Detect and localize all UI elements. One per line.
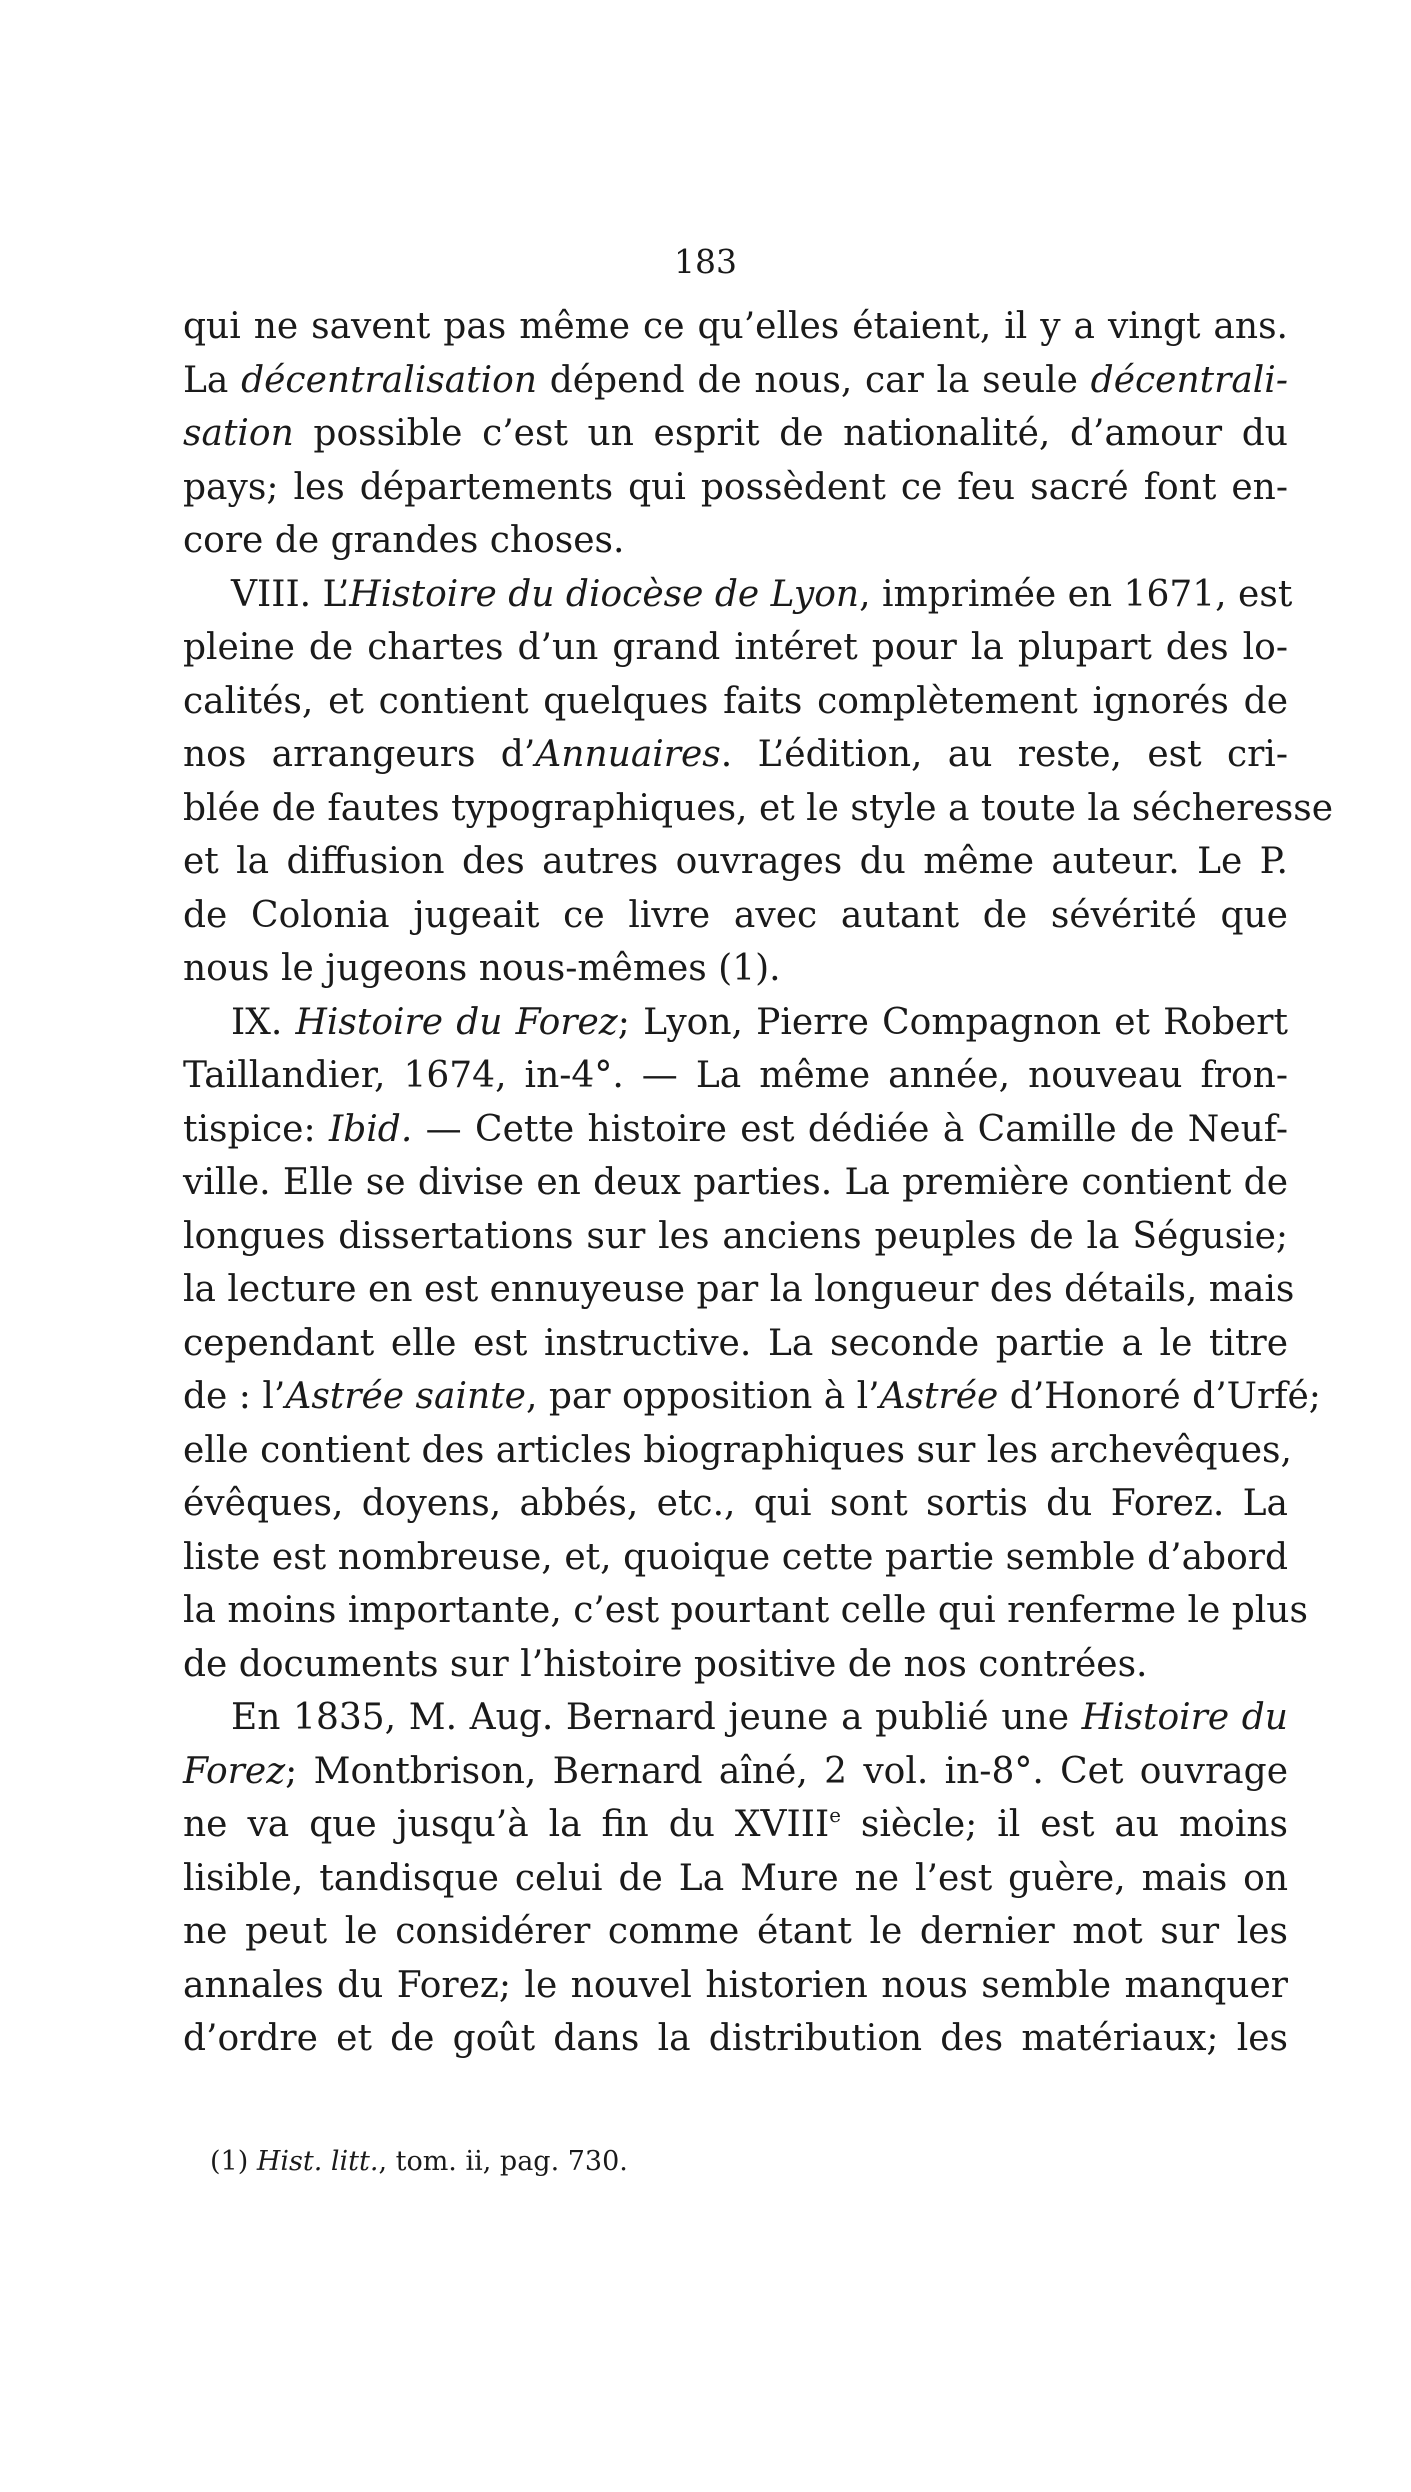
- text-line: [183, 514, 1288, 568]
- text-run: core de grandes choses.: [183, 520, 625, 561]
- italic-text: Histoire du diocèse de Lyon: [349, 573, 860, 615]
- text-line: [183, 1263, 1295, 1317]
- italic-text: décentrali-: [1090, 359, 1288, 401]
- text-run: la moins importante, c’est pourtant celle qui renferme le plus: [183, 1590, 1308, 1631]
- footnote: [210, 2142, 628, 2182]
- text-run: ; Lyon, Pierre Compagnon et Robert: [617, 1001, 1288, 1043]
- text-line: [183, 1638, 1288, 1692]
- text-run: , tom. ii, pag. 730.: [378, 2146, 628, 2177]
- text-run: de Colonia jugeait ce livre avec autant de sévérité que: [183, 894, 1288, 936]
- text-line: [183, 1959, 1288, 2013]
- text-run: et la diffusion des autres ouvrages du même auteur. Le P.: [183, 841, 1288, 882]
- text-run: pleine de chartes d’un grand intéret pour la plupart des lo-: [183, 627, 1288, 668]
- text-run: elle contient des articles biographiques sur les archevêques,: [183, 1429, 1292, 1471]
- text-run: VIII. L’: [231, 573, 350, 615]
- text-line: [183, 1156, 1288, 1210]
- text-run: lisible, tandisque celui de La Mure ne l’est guère, mais on: [183, 1857, 1288, 1899]
- text-run: cependant elle est instructive. La seconde partie a le titre: [183, 1322, 1288, 1364]
- text-run: , imprimée en 1671, est: [859, 573, 1293, 615]
- paragraph-p2: [183, 568, 1334, 996]
- text-run: calités, et contient quelques faits complètement ignorés de: [183, 680, 1288, 722]
- italic-text: Annuaires: [535, 734, 721, 775]
- text-line: [183, 1210, 1288, 1264]
- italic-text: Histoire du: [1081, 1697, 1288, 1738]
- text-run: la lecture en est ennuyeuse par la longueur des détails, mais: [183, 1269, 1295, 1310]
- text-line: [183, 1424, 1292, 1478]
- text-line: [183, 782, 1334, 836]
- italic-text: Astrée: [879, 1376, 999, 1417]
- text-run: liste est nombreuse, et, quoique cette partie semble d’abord: [183, 1536, 1288, 1578]
- italic-text: sation: [183, 413, 294, 454]
- text-line: [183, 675, 1288, 729]
- text-line: [183, 407, 1288, 461]
- text-line: [183, 1049, 1288, 1103]
- text-line: [183, 621, 1288, 675]
- text-line: [183, 1852, 1288, 1906]
- text-run: ; Montbrison, Bernard aîné, 2 vol. in-8°. Cet ouvrage: [285, 1750, 1288, 1792]
- text-run: blée de fautes typographiques, et le style a toute la sécheresse: [183, 787, 1334, 829]
- text-line: [183, 996, 1288, 1050]
- paragraph-p3: [183, 996, 1321, 1692]
- text-line: [183, 354, 1288, 408]
- text-run: pays; les départements qui possèdent ce feu sacré font en-: [183, 466, 1288, 508]
- italic-text: Hist. litt.: [256, 2146, 379, 2177]
- text-run: dépend de nous, car la seule: [537, 359, 1091, 401]
- text-line: [183, 461, 1288, 515]
- text-line: [183, 942, 1288, 996]
- text-run: d’Honoré d’Urfé;: [998, 1376, 1321, 1417]
- text-run: En 1835, M. Aug. Bernard jeune a publié une: [231, 1697, 1082, 1738]
- text-line: [183, 1477, 1288, 1531]
- text-run: possible c’est un esprit de nationalité, d’amour du: [293, 413, 1288, 454]
- text-run: La: [183, 359, 242, 401]
- text-run: tispice:: [183, 1108, 329, 1150]
- text-line: [183, 568, 1293, 622]
- text-run: d’ordre et de goût dans la distribution des matériaux; les: [183, 2018, 1288, 2059]
- text-run: annales du Forez; le nouvel historien nous semble manquer: [183, 1964, 1288, 2006]
- text-line: [183, 1370, 1321, 1424]
- paragraph-p1: [183, 300, 1288, 568]
- text-line: [183, 1691, 1288, 1745]
- text-run: (1): [210, 2146, 257, 2177]
- text-run: qui ne savent pas même ce qu’elles étaient, il y a vingt ans.: [183, 306, 1288, 347]
- text-run: de documents sur l’histoire positive de nos contrées.: [183, 1643, 1148, 1685]
- italic-text: Histoire du Forez: [295, 1001, 618, 1043]
- text-run: IX.: [231, 1001, 296, 1043]
- italic-text: Forez: [183, 1750, 286, 1792]
- text-line: [183, 1905, 1288, 1959]
- text-run: nos arrangeurs d’: [183, 734, 536, 775]
- text-run: ville. Elle se divise en deux parties. La première contient de: [183, 1162, 1288, 1203]
- text-run: de : l’: [183, 1376, 286, 1417]
- italic-text: décentralisation: [241, 359, 538, 401]
- italic-text: Astrée sainte: [285, 1376, 526, 1417]
- text-run: ne va que jusqu’à la fin du XVIII: [183, 1804, 830, 1845]
- text-run: nous le jugeons nous-mêmes (1).: [183, 948, 781, 989]
- text-run: évêques, doyens, abbés, etc., qui sont sortis du Forez. La: [183, 1483, 1288, 1524]
- text-run: siècle; il est au moins: [840, 1804, 1288, 1845]
- text-line: [183, 889, 1288, 943]
- text-line: [183, 1798, 1288, 1852]
- text-line: [183, 1531, 1288, 1585]
- text-line: [183, 835, 1288, 889]
- text-run: ne peut le considérer comme étant le dernier mot sur les: [183, 1911, 1288, 1952]
- text-line: [183, 1103, 1288, 1157]
- text-run: longues dissertations sur les anciens peuples de la Ségusie;: [183, 1215, 1288, 1257]
- text-run: . L’édition, au reste, est cri-: [720, 734, 1288, 775]
- text-line: [183, 1745, 1288, 1799]
- text-line: [183, 300, 1288, 354]
- superscript: e: [829, 1804, 841, 1828]
- text-line: [183, 2012, 1288, 2066]
- page-number: 183: [674, 242, 737, 281]
- text-run: Taillandier, 1674, in-4°. — La même année, nouveau fron-: [183, 1055, 1288, 1096]
- text-line: [183, 728, 1288, 782]
- italic-text: Ibid.: [329, 1108, 413, 1150]
- text-line: [183, 1584, 1308, 1638]
- text-line: [183, 1317, 1288, 1371]
- body-text: [183, 300, 1334, 2066]
- text-run: — Cette histoire est dédiée à Camille de Neuf-: [412, 1108, 1288, 1150]
- text-run: , par opposition à l’: [525, 1376, 880, 1417]
- paragraph-p4: [183, 1691, 1288, 2066]
